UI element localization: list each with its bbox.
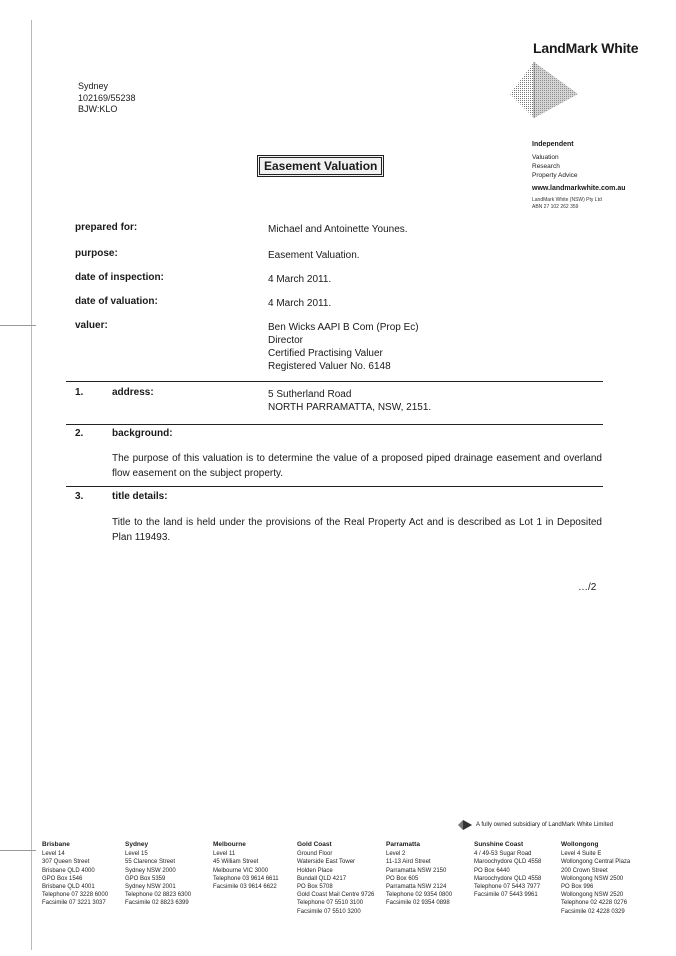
office-gold-coast bbox=[297, 841, 385, 916]
office-line: Telephone 07 5443 7977 bbox=[474, 884, 541, 891]
brand-name: LandMark White bbox=[533, 40, 639, 56]
office-line: Waterside East Tower bbox=[297, 859, 356, 866]
office-line: Telephone 02 9354 0800 bbox=[386, 892, 453, 899]
office-parramatta bbox=[386, 841, 474, 908]
office-city: Wollongong bbox=[561, 841, 599, 848]
field-label-purpose: purpose: bbox=[75, 248, 118, 259]
page-continuation: …/2 bbox=[578, 582, 597, 593]
address-value bbox=[268, 388, 431, 414]
background-paragraph: The purpose of this valuation is to determine the value of a proposed piped drainage easement and overland flow easement on the subject property. bbox=[112, 453, 602, 479]
subsidiary-note bbox=[458, 820, 613, 830]
field-label-valuer: valuer: bbox=[75, 320, 108, 331]
office-line: PO Box 605 bbox=[386, 875, 419, 882]
office-line: Maroochydore QLD 4558 bbox=[474, 875, 542, 882]
office-line: Wollongong NSW 2500 bbox=[561, 875, 624, 882]
office-line: Facsimile 02 9354 0898 bbox=[386, 900, 450, 907]
office-line: Gold Coast Mail Centre 9726 bbox=[297, 892, 375, 899]
address-line: NORTH PARRAMATTA, NSW, 2151. bbox=[268, 402, 432, 413]
office-line: Facsimile 02 8823 6399 bbox=[125, 900, 189, 907]
valuer-line: Director bbox=[268, 335, 304, 346]
office-line: 4 / 49-53 Sugar Road bbox=[474, 851, 532, 858]
services-block bbox=[532, 140, 626, 211]
office-line: Telephone 07 3228 6000 bbox=[42, 892, 109, 899]
office-line: Holden Place bbox=[297, 867, 333, 874]
office-line: Telephone 02 4228 0276 bbox=[561, 900, 628, 907]
office-line: Facsimile 07 5443 9961 bbox=[474, 892, 538, 899]
office-line: Brisbane QLD 4001 bbox=[42, 884, 95, 891]
field-value-purpose: Easement Valuation. bbox=[268, 250, 360, 261]
office-line: Telephone 02 8823 6300 bbox=[125, 892, 192, 899]
field-value-valuer bbox=[268, 321, 419, 373]
office-line: 307 Queen Street bbox=[42, 859, 90, 866]
office-line: GPO Box 1546 bbox=[42, 875, 83, 882]
field-label-date-of-inspection: date of inspection: bbox=[75, 272, 164, 283]
office-line: Facsimile 07 5510 3200 bbox=[297, 908, 361, 915]
office-sydney bbox=[125, 841, 213, 908]
section-title-address: address: bbox=[112, 387, 154, 398]
office-line: GPO Box 5359 bbox=[125, 875, 166, 882]
reference-block bbox=[78, 81, 136, 116]
services-heading: Independent bbox=[532, 141, 574, 148]
office-line: Level 15 bbox=[125, 851, 148, 858]
office-line: Brisbane QLD 4000 bbox=[42, 867, 95, 874]
office-line: Level 11 bbox=[213, 851, 236, 858]
office-line: Telephone 07 5510 3100 bbox=[297, 900, 364, 907]
field-value-date-of-inspection: 4 March 2011. bbox=[268, 274, 332, 285]
reference-file: 102169/55238 bbox=[78, 92, 136, 103]
office-line: PO Box 6440 bbox=[474, 867, 510, 874]
company-registration bbox=[532, 197, 626, 211]
reference-initials: BJW:KLO bbox=[78, 104, 118, 114]
office-line: Melbourne VIC 3000 bbox=[213, 867, 269, 874]
service-item: Property Advice bbox=[532, 172, 578, 179]
office-line: Sydney NSW 2001 bbox=[125, 884, 176, 891]
scan-tick-mark bbox=[0, 850, 36, 851]
section-number: 3. bbox=[75, 491, 84, 502]
address-line: 5 Sutherland Road bbox=[268, 389, 352, 400]
office-line: 11-13 Aird Street bbox=[386, 859, 431, 866]
document-title: Easement Valuation bbox=[257, 155, 384, 177]
office-line: 55 Clarence Street bbox=[125, 859, 176, 866]
office-wollongong bbox=[561, 841, 649, 916]
service-item: Valuation bbox=[532, 154, 559, 161]
section-title-background: background: bbox=[112, 428, 173, 439]
office-line: Facsimile 03 9614 6622 bbox=[213, 884, 277, 891]
brand-logo bbox=[508, 60, 580, 122]
office-line: Facsimile 07 3221 3037 bbox=[42, 900, 106, 907]
office-brisbane bbox=[42, 841, 130, 908]
section-number: 2. bbox=[75, 428, 84, 439]
title-details-paragraph: Title to the land is held under the provisions of the Real Property Act and is described as Lot 1 in Deposited Plan 119493. bbox=[112, 517, 602, 543]
office-line: Wollongong Central Plaza bbox=[561, 859, 631, 866]
section-divider bbox=[66, 486, 603, 487]
office-line: Level 2 bbox=[386, 851, 406, 858]
website-link[interactable]: www.landmarkwhite.com.au bbox=[532, 185, 626, 192]
scan-margin-line bbox=[31, 20, 32, 950]
office-line: Ground Floor bbox=[297, 851, 333, 858]
subsidiary-text: A fully owned subsidiary of LandMark White Limited bbox=[476, 822, 614, 828]
office-line: Maroochydore QLD 4558 bbox=[474, 859, 542, 866]
office-city: Parramatta bbox=[386, 841, 420, 848]
small-logo-icon bbox=[458, 820, 472, 830]
office-line: Facsimile 02 4228 0329 bbox=[561, 908, 625, 915]
valuer-line: Ben Wicks AAPI B Com (Prop Ec) bbox=[268, 322, 419, 333]
field-label-date-of-valuation: date of valuation: bbox=[75, 296, 158, 307]
service-item: Research bbox=[532, 163, 560, 170]
company-name: LandMark White (NSW) Pty Ltd bbox=[532, 197, 602, 203]
office-line: Wollongong NSW 2520 bbox=[561, 892, 624, 899]
office-line: Bundall QLD 4217 bbox=[297, 875, 347, 882]
scan-tick-mark bbox=[0, 325, 36, 326]
office-city: Brisbane bbox=[42, 841, 70, 848]
office-line: Sydney NSW 2000 bbox=[125, 867, 176, 874]
office-sunshine-coast bbox=[474, 841, 562, 899]
section-number: 1. bbox=[75, 387, 84, 398]
office-city: Sydney bbox=[125, 841, 149, 848]
section-divider bbox=[66, 381, 603, 382]
section-divider bbox=[66, 424, 603, 425]
office-melbourne bbox=[213, 841, 301, 891]
office-line: 45 William Street bbox=[213, 859, 259, 866]
office-city: Gold Coast bbox=[297, 841, 332, 848]
valuer-line: Registered Valuer No. 6148 bbox=[268, 361, 391, 372]
office-line: 200 Crown Street bbox=[561, 867, 608, 874]
field-value-prepared-for: Michael and Antoinette Younes. bbox=[268, 224, 408, 235]
office-line: Level 14 bbox=[42, 851, 65, 858]
reference-city: Sydney bbox=[78, 81, 109, 91]
section-title-title-details: title details: bbox=[112, 491, 168, 502]
company-abn: ABN 27 102 262 359 bbox=[532, 204, 579, 210]
valuer-line: Certified Practising Valuer bbox=[268, 348, 383, 359]
office-line: PO Box 996 bbox=[561, 884, 594, 891]
office-line: Parramatta NSW 2124 bbox=[386, 884, 447, 891]
office-line: PO Box 5708 bbox=[297, 884, 333, 891]
office-city: Sunshine Coast bbox=[474, 841, 524, 848]
office-city: Melbourne bbox=[213, 841, 246, 848]
field-label-prepared-for: prepared for: bbox=[75, 222, 138, 233]
office-line: Level 4 Suite E bbox=[561, 851, 602, 858]
field-value-date-of-valuation: 4 March 2011. bbox=[268, 298, 332, 309]
office-line: Parramatta NSW 2150 bbox=[386, 867, 447, 874]
office-line: Telephone 03 9614 6611 bbox=[213, 875, 279, 882]
